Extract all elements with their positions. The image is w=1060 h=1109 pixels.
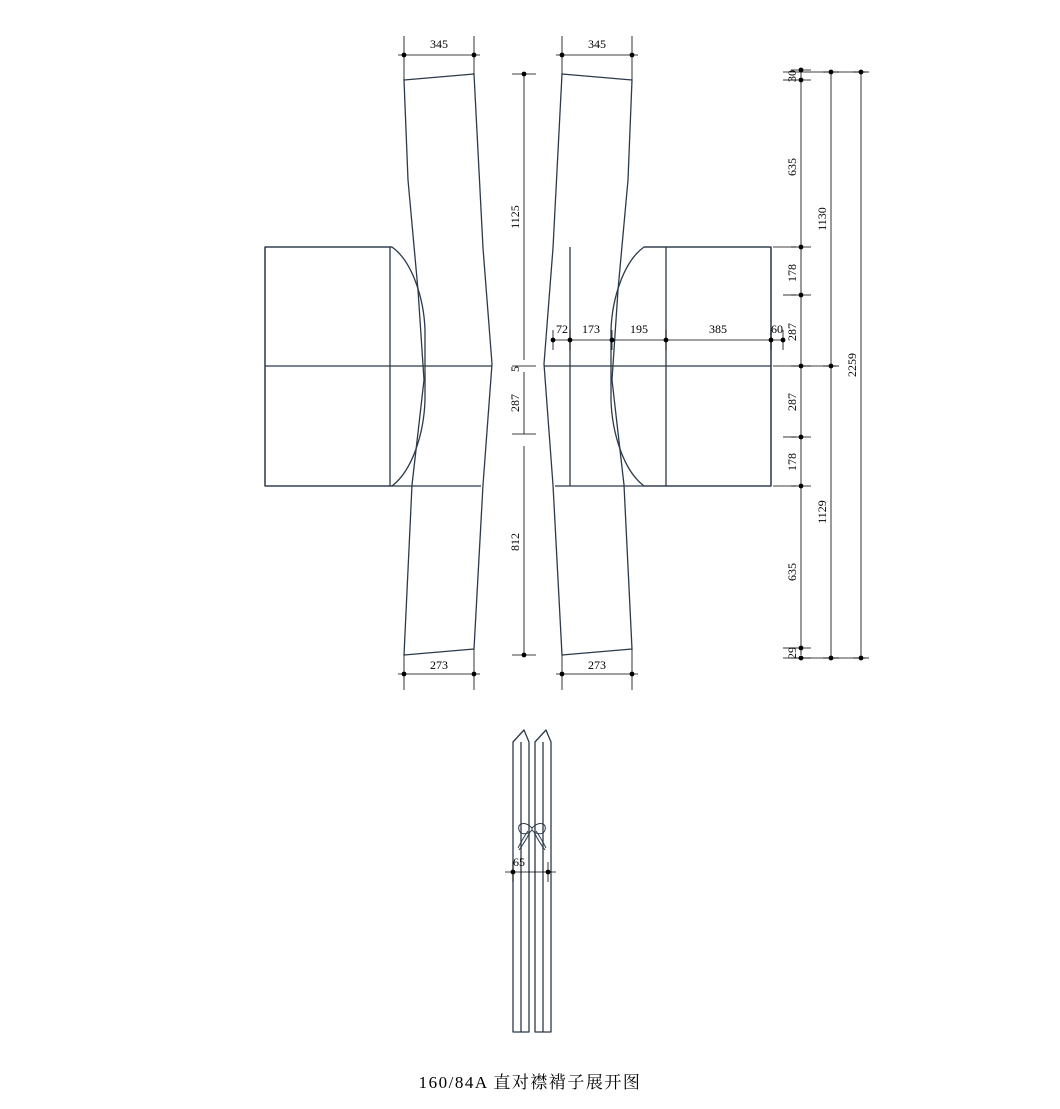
dim-287-center: 287 xyxy=(508,394,522,412)
dim-60: 60 xyxy=(771,322,783,336)
dim-812: 812 xyxy=(508,533,522,551)
dim-1130: 1130 xyxy=(815,207,829,231)
dim-65: 65 xyxy=(513,855,525,869)
dim-635-top: 635 xyxy=(785,158,799,176)
dim-178-top: 178 xyxy=(785,264,799,282)
dim-30: 30 xyxy=(785,70,799,82)
dim-385: 385 xyxy=(709,322,727,336)
dim-72: 72 xyxy=(556,322,568,336)
dim-345-left: 345 xyxy=(430,37,448,51)
drawing-caption: 160/84A 直对襟褙子展开图 xyxy=(418,1073,642,1092)
dim-273-left: 273 xyxy=(430,658,448,672)
dim-2259: 2259 xyxy=(845,353,859,377)
dim-1125: 1125 xyxy=(508,205,522,229)
dim-635-bottom: 635 xyxy=(785,563,799,581)
left-body-outline xyxy=(404,74,492,655)
right-body-outline xyxy=(544,74,632,655)
dim-173: 173 xyxy=(582,322,600,336)
dim-5: 5 xyxy=(508,366,522,372)
collar-strip-group xyxy=(513,730,551,1032)
dim-1129: 1129 xyxy=(815,500,829,524)
dim-273-right: 273 xyxy=(588,658,606,672)
dim-195: 195 xyxy=(630,322,648,336)
dim-287-top: 287 xyxy=(785,323,799,341)
garment-outline-group xyxy=(265,74,771,655)
dim-178-bottom: 178 xyxy=(785,453,799,471)
dim-287-bottom: 287 xyxy=(785,393,799,411)
collar-tie-bow-icon xyxy=(518,824,546,850)
dim-345-right: 345 xyxy=(588,37,606,51)
dim-29: 29 xyxy=(785,647,799,659)
dimension-text-group xyxy=(430,37,859,869)
